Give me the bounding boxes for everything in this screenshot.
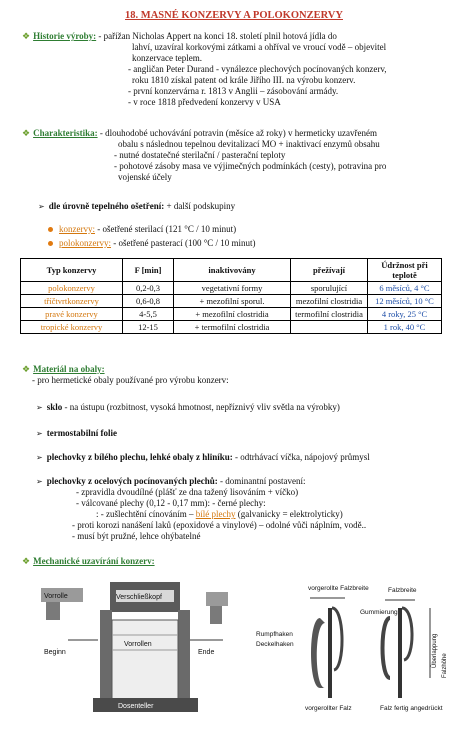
history-line-1: lahví, uzavíral korkovými zátkami a ohříval ve vroucí vodě – objevitel (132, 42, 387, 52)
label-falz-fertig: Falz fertig angedrückt (380, 705, 443, 712)
label-deckelhaken: Deckelhaken (256, 641, 294, 648)
table-cell: 4-5,5 (123, 308, 174, 321)
table-cell: pravé konzervy (21, 308, 123, 321)
table-row (21, 282, 442, 295)
table-row (21, 308, 442, 321)
division-label: dle úrovně tepelného ošetření: (48, 201, 165, 211)
table-cell: + mezofilní sporul. (174, 295, 291, 308)
table-header-row (21, 259, 442, 282)
division-suffix: + další podskupiny (164, 201, 236, 211)
history-line-3: - angličan Peter Durand - vynálezce plechových pocínovaných konzerv, (128, 64, 387, 74)
material-section (22, 364, 452, 386)
item-polokonzervy-text: - ošetřené pasterací (100 °C / 10 minut) (111, 238, 256, 248)
table-header: přežívají (291, 259, 368, 282)
char-line-0: - dlouhodobé uchovávání potravin (měsíce až roky) v hermeticky uzavřeném (97, 128, 377, 138)
diamond-bullet-icon: ❖ (22, 31, 31, 41)
history-line-0: - pařížan Nicholas Appert na konci 18. století plnil hotová jídla do (96, 31, 337, 41)
label-gummierung: Gummierung (360, 609, 398, 616)
table-header: Typ konzervy (21, 259, 123, 282)
table-cell: 0,6-0,8 (123, 295, 174, 308)
char-line-3: - pohotové zásoby masa ve výjimečných podmínkách (cesty), potravina pro (114, 161, 387, 171)
table-cell: 1 rok, 40 °C (368, 321, 442, 334)
table-cell: mezofilní clostridia (291, 295, 368, 308)
table-cell: 12 měsíců, 10 °C (368, 295, 442, 308)
table-cell: 6 měsíců, 4 °C (368, 282, 442, 295)
table-cell: sporulující (291, 282, 368, 295)
list-item (48, 224, 448, 235)
table-cell: tropické konzervy (21, 321, 123, 334)
steel-line-2: : - zušlechtění cínováním – (96, 509, 194, 519)
table-cell: polokonzervy (21, 282, 123, 295)
diamond-bullet-icon: ❖ (22, 556, 31, 566)
arrow-bullet-icon: ➢ (36, 477, 43, 486)
label-vorrollen: Vorrollen (124, 641, 152, 648)
label-verschliesskopf: Verschließkopf (116, 594, 162, 601)
history-line-4: roku 1810 získal patent od krále Jiřího III. na výrobu konzerv. (132, 75, 356, 85)
material-foil (36, 428, 456, 439)
arrow-bullet-icon: ➢ (38, 202, 45, 211)
division-section (38, 201, 448, 212)
table-row (21, 295, 442, 308)
page-title: 18. MASNÉ KONZERVY A POLOKONZERVY (125, 10, 343, 21)
glass-label: sklo (46, 402, 63, 412)
label-falzbreite: Falzbreite (388, 587, 417, 594)
material-heading: Materiál na obaly: (33, 364, 105, 374)
table-header: Údržnost při teplotě (368, 259, 442, 282)
arrow-bullet-icon: ➢ (36, 453, 43, 462)
dot-bullet-icon (48, 227, 53, 232)
dot-bullet-icon (48, 241, 53, 246)
steel-line-4: - proti korozi nanášení laků (epoxidové a vinylové) – odolné vůči náplním, vodě.. (72, 520, 367, 530)
char-line-2: - nutné dostatečné sterilační / pasterační teploty (114, 150, 286, 160)
item-konzervy-text: - ošetřené sterilací (121 °C / 10 minut) (95, 224, 237, 234)
list-item (48, 238, 448, 249)
table-cell: tříčtvrtkonzervy (21, 295, 123, 308)
seaming-diagram-right (250, 578, 455, 723)
item-konzervy: konzervy: (59, 224, 95, 234)
label-rumpfhaken: Rumpfhaken (256, 631, 293, 638)
history-line-2: konzervace teplem. (132, 53, 202, 63)
table-cell: + mezofilní clostridia (174, 308, 291, 321)
steel-text: - dominantní postavení: (217, 476, 306, 486)
diamond-bullet-icon: ❖ (22, 128, 31, 138)
material-aluminium (36, 452, 456, 463)
arrow-bullet-icon: ➢ (36, 403, 43, 412)
char-line-4: vojenské účely (118, 172, 172, 182)
conserve-table (20, 258, 442, 334)
item-polokonzervy: polokonzervy: (59, 238, 111, 248)
label-vorgerollter-falz: vorgerollter Falz (305, 705, 352, 712)
glass-text: - na ústupu (rozbitnost, vysoká hmotnost, nepříznivý vliv světla na výrobky) (62, 402, 340, 412)
table-cell: 12-15 (123, 321, 174, 334)
material-glass (36, 402, 456, 413)
table-header: inaktivovány (174, 259, 291, 282)
seaming-diagram-left (38, 580, 238, 720)
steel-line-1: - válcované plechy (0,12 - 0,17 mm): - černé plechy: (76, 498, 266, 508)
mechanical-heading: Mechanické uzavírání konzerv: (33, 556, 155, 566)
aluminium-text: - odtrhávací víčka, nápojový průmysl (232, 452, 370, 462)
table-cell: + termofilní clostridia (174, 321, 291, 334)
characteristics-section (22, 128, 452, 183)
table-row (21, 321, 442, 334)
material-steel (36, 476, 456, 542)
table-cell: termofilní clostridia (291, 308, 368, 321)
steel-line-0: - zpravidla dvoudílné (plášť ze dna tažený lisováním + víčko) (76, 487, 299, 497)
material-intro: - pro hermetické obaly používané pro výrobu konzerv: (32, 375, 229, 385)
label-falzhoehe: Falzhöhe (442, 653, 448, 678)
steel-line-5: - musí být pružné, lehce ohýbatelné (72, 531, 201, 541)
steel-line-3: (galvanicky = elektrolyticky) (237, 509, 343, 519)
characteristics-heading: Charakteristika: (33, 128, 98, 138)
table-cell: 0,2-0,3 (123, 282, 174, 295)
label-beginn: Beginn (44, 649, 66, 656)
history-line-6: - v roce 1818 předvedení konzervy v USA (128, 97, 281, 107)
table-cell: 4 roky, 25 °C (368, 308, 442, 321)
label-ende: Ende (198, 649, 215, 656)
arrow-bullet-icon: ➢ (36, 429, 43, 438)
diamond-bullet-icon: ❖ (22, 364, 31, 374)
aluminium-label: plechovky z bílého plechu, lehké obaly z hliníku: (46, 452, 233, 462)
bily-plech: bílé plechy (195, 509, 236, 519)
label-vorgerollte-falzbreite: vorgerollte Falzbreite (308, 585, 369, 592)
table-cell (291, 321, 368, 334)
foil-label: termostabilní folie (46, 428, 117, 438)
char-line-1: obalu s následnou tepelnou devitalizací MO + inaktivací enzymů obsahu (118, 139, 380, 149)
mechanical-section (22, 556, 452, 567)
label-ueberlappung: Überlappung (432, 633, 438, 668)
steel-label: plechovky z ocelových pocínovaných plechů: (46, 476, 218, 486)
label-dosenteller: Dosenteller (118, 703, 154, 710)
history-section (22, 31, 452, 108)
table-header: F [min] (123, 259, 174, 282)
label-vorrolle: Vorrolle (44, 593, 68, 600)
steel-line-2-wrap (36, 509, 456, 520)
history-line-5: - první konzervárna r. 1813 v Anglii – zásobování armády. (128, 86, 339, 96)
history-heading: Historie výroby: (33, 31, 97, 41)
table-cell: vegetativní formy (174, 282, 291, 295)
division-list (48, 224, 448, 249)
